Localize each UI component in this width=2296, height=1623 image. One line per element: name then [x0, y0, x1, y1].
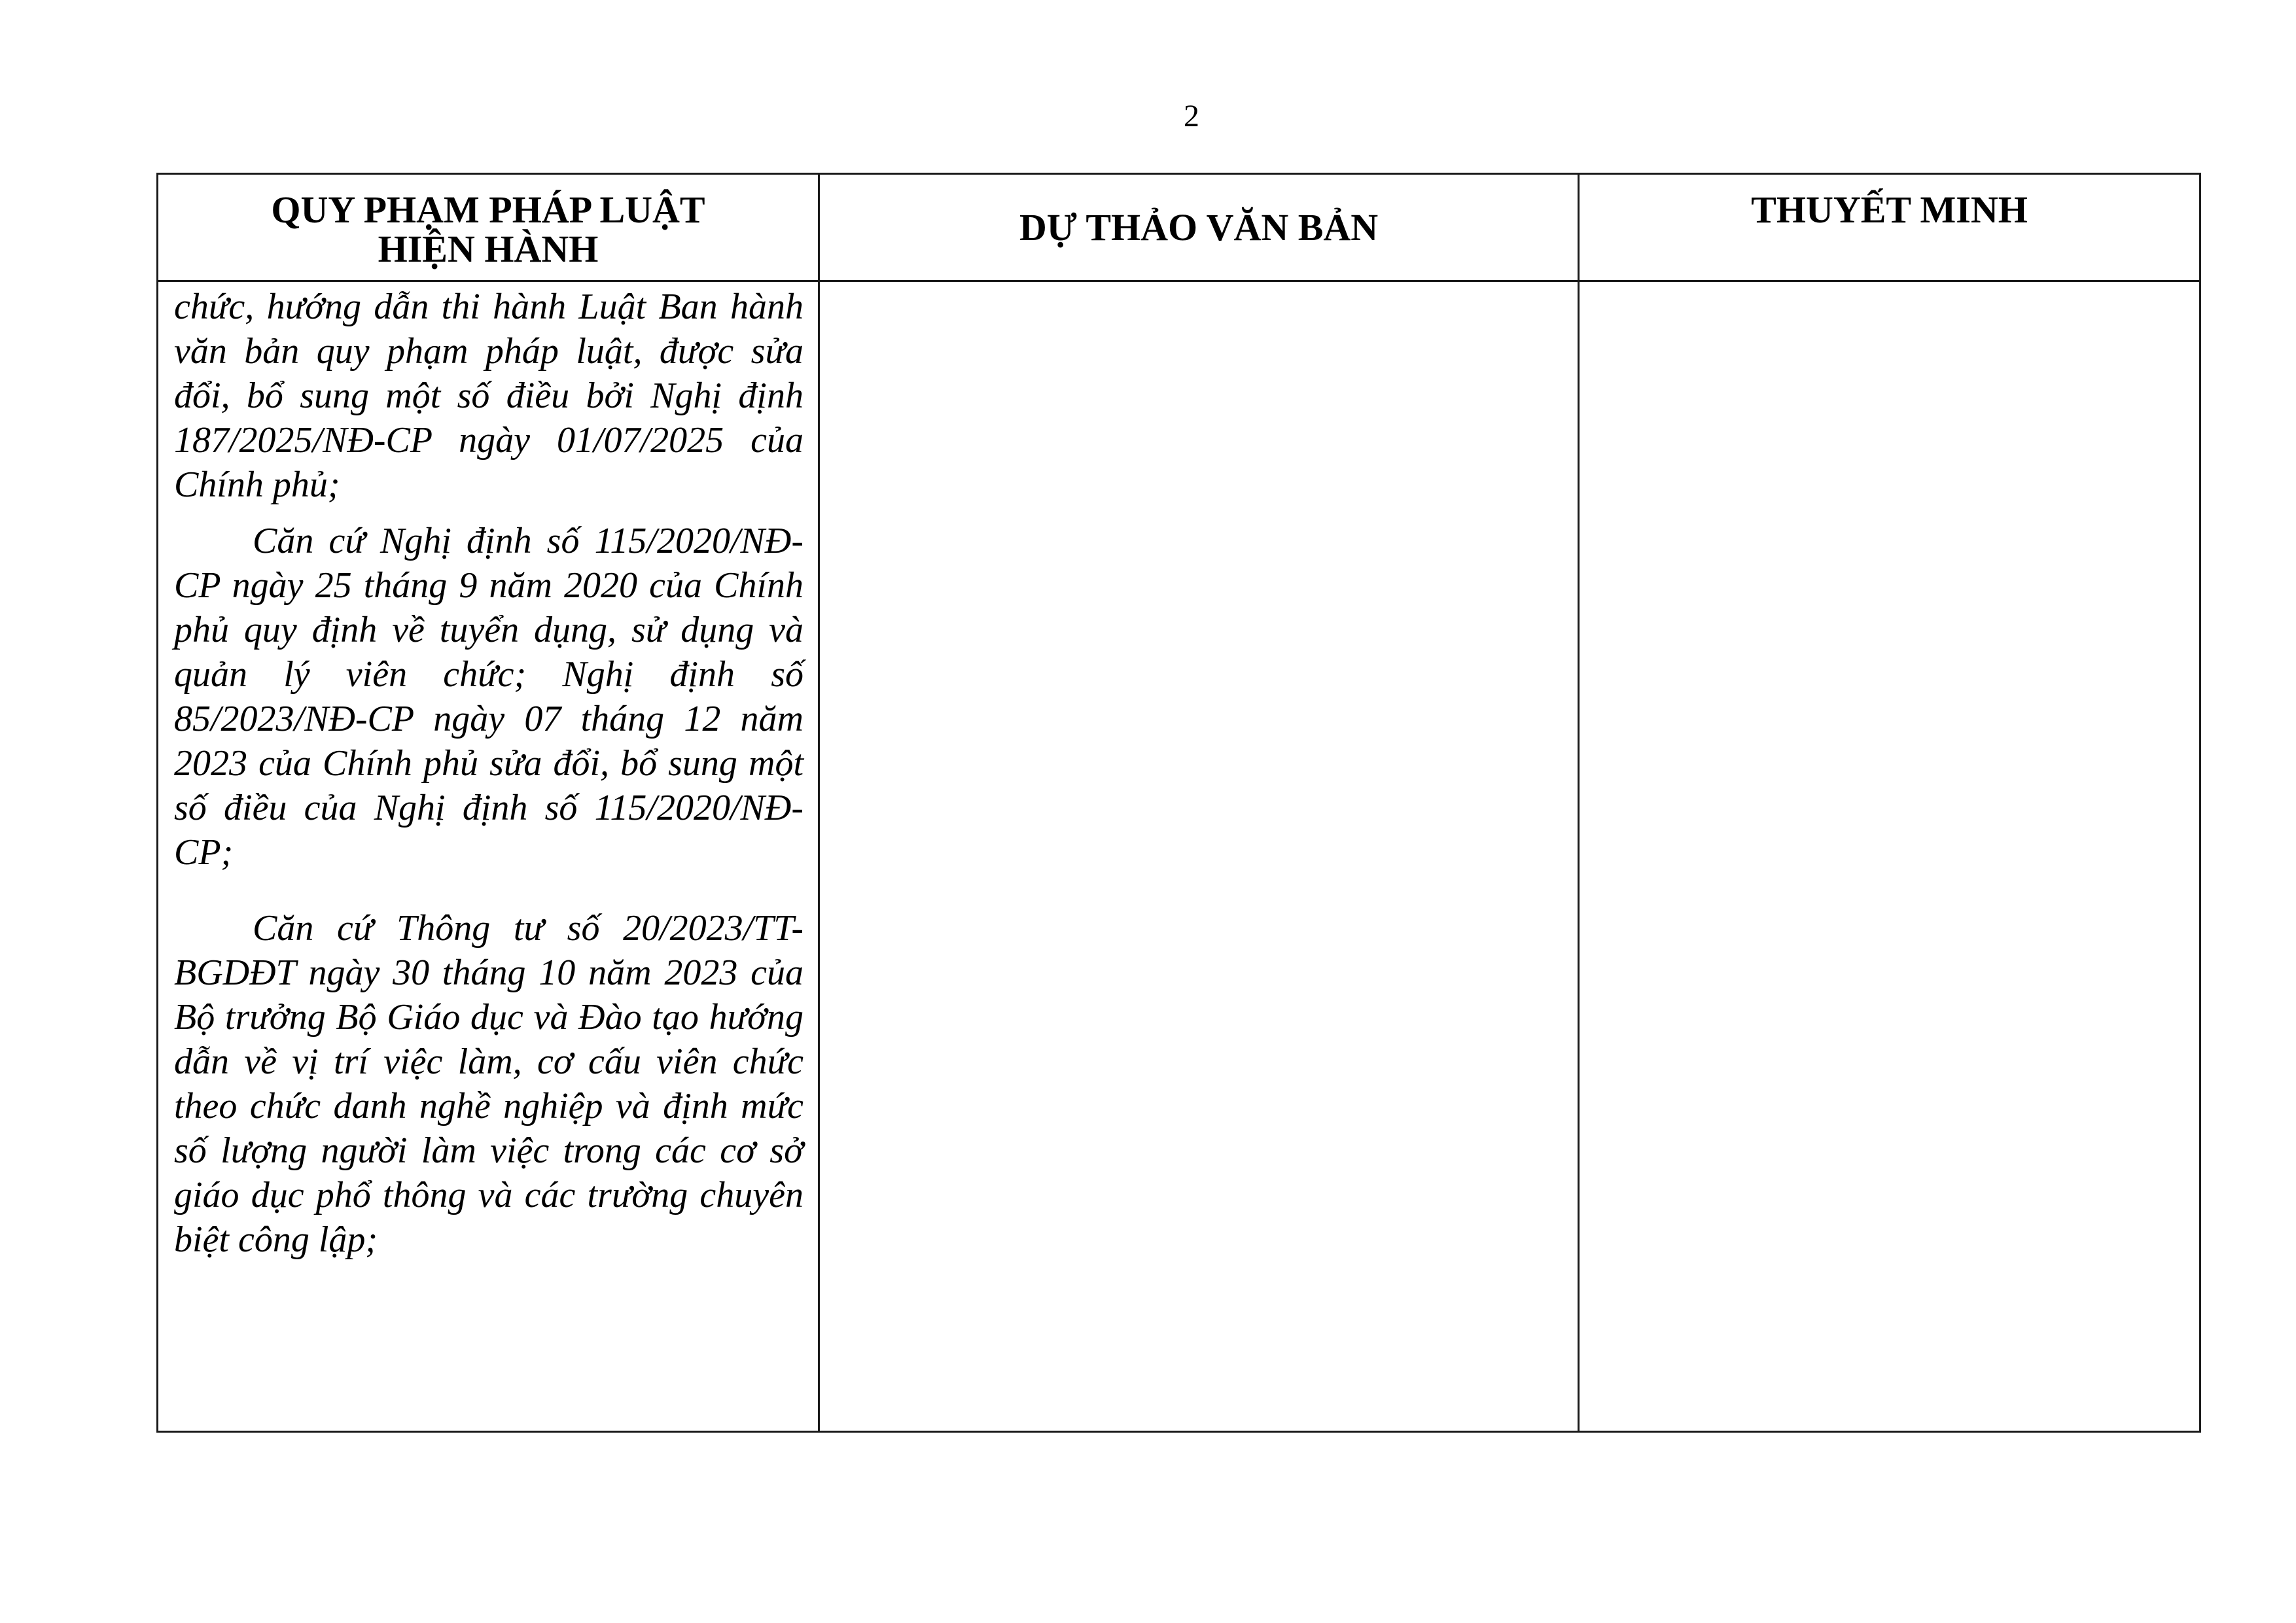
regulation-paragraph-1: chức, hướng dẫn thi hành Luật Ban hành văn bản quy phạm pháp luật, được sửa đổi, bổ sung một số điều bởi Nghị định 187/2025/NĐ-CP ngày 01/07/2025 của Chính phủ;	[174, 287, 804, 505]
header-draft-document	[819, 174, 1579, 281]
regulation-paragraph-2: Căn cứ Nghị định số 115/2020/NĐ-CP ngày 25 tháng 9 năm 2020 của Chính phủ quy định về tuyển dụng, sử dụng và quản lý viên chức; Nghị định số 85/2023/NĐ-CP ngày 07 tháng 12 năm 2023 của Chính phủ sửa đổi, bổ sung một số điều của Nghị định số 115/2020/NĐ-CP;	[174, 521, 804, 873]
header-current-regulation	[158, 174, 819, 281]
regulation-paragraph-3: Căn cứ Thông tư số 20/2023/TT-BGDĐT ngày 30 tháng 10 năm 2023 của Bộ trưởng Bộ Giáo dục và Đào tạo hướng dẫn về vị trí việc làm, cơ cấu viên chức theo chức danh nghề nghiệp và định mức số lượng người làm việc trong các cơ sở giáo dục phổ thông và các trường chuyên biệt công lập;	[174, 908, 804, 1260]
comparison-table	[156, 173, 2201, 1433]
table-row	[158, 281, 2200, 1432]
header-explanation-line-1: THUYẾT MINH	[1751, 188, 2028, 231]
table-header-row	[158, 174, 2200, 281]
header-draft-document-line-1: DỰ THẢO VĂN BẢN	[1019, 205, 1379, 249]
header-current-regulation-line-1: QUY PHẠM PHÁP LUẬT	[271, 188, 705, 231]
explanation-cell	[1579, 281, 2200, 1432]
header-explanation	[1579, 174, 2200, 281]
page-number: 2	[1184, 99, 1199, 133]
current-regulation-cell	[158, 281, 819, 1432]
header-current-regulation-line-2: HIỆN HÀNH	[378, 228, 599, 270]
draft-document-cell	[819, 281, 1579, 1432]
